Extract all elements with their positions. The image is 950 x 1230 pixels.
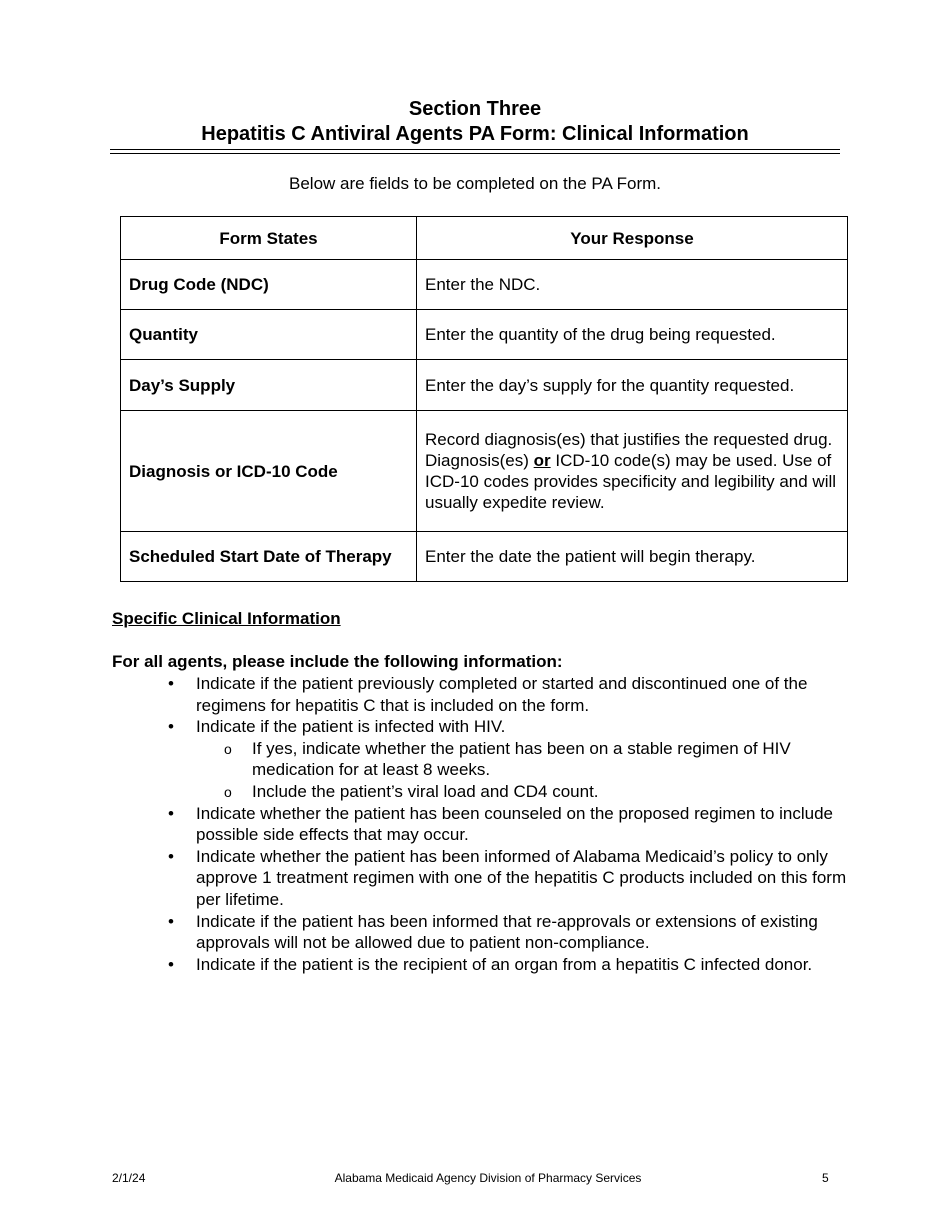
circle-bullet-icon: o [224,740,232,757]
title-rule-top [110,149,840,150]
table-row [121,360,848,411]
list-item [112,846,848,911]
col-header-form-states: Form States [121,217,417,260]
clinical-heading: Specific Clinical Information [112,609,341,628]
table-row [121,411,848,532]
table-header-row [121,217,848,260]
bullet-icon: • [168,911,174,931]
list-item-text: Indicate if the patient is infected with HIV. [196,717,506,737]
pa-fields-table [120,216,848,582]
clinical-lead: For all agents, please include the following information: [112,652,563,671]
table-row [121,310,848,360]
footer-date: 2/1/24 [112,1171,146,1185]
list-item-text: Indicate whether the patient has been informed of Alabama Medicaid’s policy to only approve 1 treatment regimen with one of the hepatitis C products included on this form per lifetime. [196,846,847,909]
section-header [110,97,840,147]
row-response: Enter the day’s supply for the quantity requested. [417,360,848,411]
circle-bullet-icon: o [224,783,232,800]
title-rule-bottom [110,153,840,154]
response-text: Record diagnosis(es) that justifies the requested drug. Diagnosis(es) [425,430,833,470]
footer-agency: Alabama Medicaid Agency Division of Pharmacy Services [334,1171,642,1185]
bullet-icon: • [168,717,174,737]
bullet-icon: • [168,803,174,823]
response-text: ICD-10 code(s) may be used. Use of ICD-10 codes provides specificity and legibility and will usually expedite review. [425,451,837,512]
row-response: Enter the NDC. [417,260,848,310]
row-response: Enter the quantity of the drug being requested. [417,310,848,360]
bullet-icon: • [168,954,174,974]
or-emphasis: or [533,451,551,470]
sub-list-item [196,738,848,781]
table-row [121,532,848,582]
list-item-text: Indicate whether the patient has been counseled on the proposed regimen to include possible side effects that may occur. [196,803,834,845]
section-title: Section Three [408,98,542,120]
list-item [112,716,848,802]
footer-page-number: 5 [822,1171,829,1185]
sub-list-item [196,781,848,803]
sub-list-item-text: Include the patient’s viral load and CD4 count. [252,781,599,801]
list-item [112,954,848,976]
hiv-sublist [196,738,848,803]
bullet-icon: • [168,674,174,693]
row-label: Drug Code (NDC) [121,260,417,310]
row-response [417,411,848,532]
intro-text: Below are fields to be completed on the PA Form. [289,174,661,193]
clinical-list [112,673,848,975]
row-label: Quantity [121,310,417,360]
col-header-your-response: Your Response [417,217,848,260]
page-title: Hepatitis C Antiviral Agents PA Form: Clinical Information [201,123,749,145]
list-item-text: Indicate if the patient previously completed or started and discontinued one of the regimens for hepatitis C that is included on the form. [196,674,808,715]
row-label: Diagnosis or ICD-10 Code [121,411,417,532]
row-label: Day’s Supply [121,360,417,411]
list-item-text: Indicate if the patient is the recipient of an organ from a hepatitis C infected donor. [196,954,813,974]
list-item [112,803,848,846]
row-response: Enter the date the patient will begin therapy. [417,532,848,582]
list-item [112,673,848,716]
table-row [121,260,848,310]
row-label: Scheduled Start Date of Therapy [121,532,417,582]
bullet-icon: • [168,846,174,866]
list-item-text: Indicate if the patient has been informed that re-approvals or extensions of existing approvals will not be allowed due to patient non-compliance. [196,911,818,953]
list-item [112,911,848,954]
sub-list-item-text: If yes, indicate whether the patient has been on a stable regimen of HIV medication for at least 8 weeks. [252,738,791,780]
